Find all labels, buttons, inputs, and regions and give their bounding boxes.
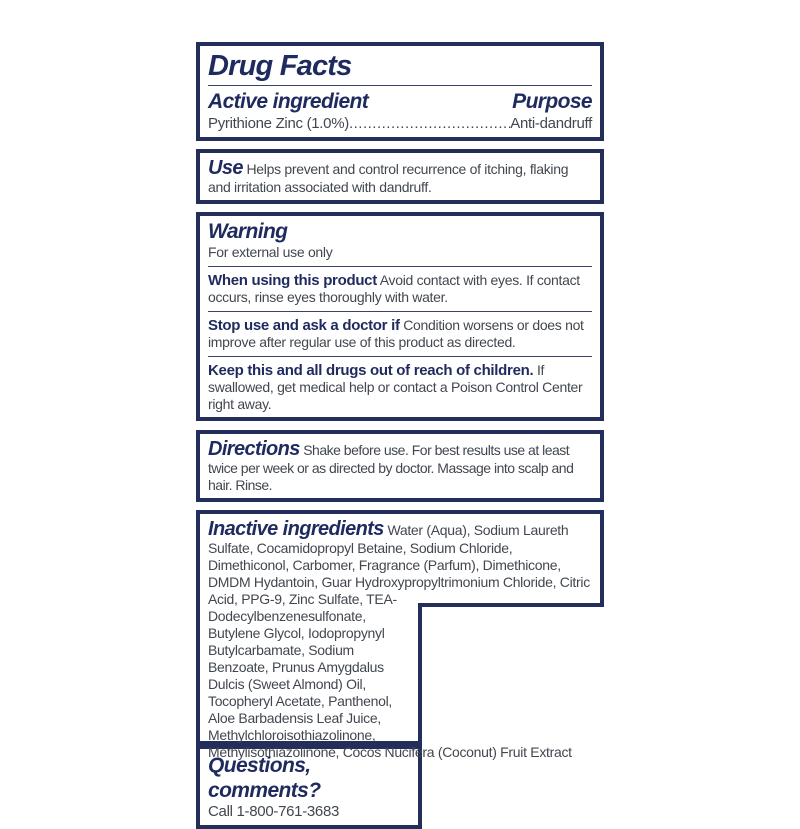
inactive-ingredients-text: Water (Aqua), Sodium Laureth Sulfate, Cocamidopropyl Betaine, Sodium Chloride, Dimethiconol, Carbomer, Fragrance (Parfum), Dimethicone, DMDM Hydantoin, Guar Hydroxypropyltrimonium Chloride, Citric Acid, PPG-9, Zinc Sulfate, TEA-Dodecylbenzenesulfonate, Butylene Glycol, Iodopropynyl Butylcarbamate, Sodium Benzoate, Prunus Amygdalus Dulcis (Sweet Almond) Oil, Tocopheryl Acetate, Panthenol, Aloe Barbadensis Leaf Juice, Methylchloroisothiazolinone, Methylisothiazolinone, Cocos Nucifera (Coconut) Fruit Extract bbox=[208, 522, 590, 760]
warning-divider bbox=[208, 311, 592, 312]
ingredient-purpose-row bbox=[208, 114, 592, 133]
warning-item bbox=[208, 317, 592, 351]
drug-facts-title: Drug Facts bbox=[208, 50, 352, 82]
keep-out-of-reach-text: If swallowed, get medical help or contact a Poison Control Center right away. bbox=[208, 362, 583, 412]
warning-subheading: For external use only bbox=[208, 244, 333, 260]
inactive-ingredients-content bbox=[200, 514, 600, 760]
stop-use-text: Condition worsens or does not improve after regular use of this product as directed. bbox=[208, 317, 584, 350]
inactive-ingredients-section bbox=[196, 510, 604, 760]
use-paragraph bbox=[208, 157, 592, 196]
questions-heading: Questions, comments? bbox=[208, 754, 321, 802]
purpose-value: Anti-dandruff bbox=[510, 115, 592, 132]
active-purpose-header-row bbox=[208, 90, 592, 114]
use-heading: Use bbox=[208, 157, 243, 179]
when-using-text: Avoid contact with eyes. If contact occurs, rinse eyes thoroughly with water. bbox=[208, 272, 580, 305]
inactive-ingredients-heading: Inactive ingredients bbox=[208, 518, 384, 540]
notch-spacer-right bbox=[412, 602, 592, 738]
drug-facts-label bbox=[196, 42, 604, 829]
directions-text: Shake before use. For best results use at least twice per week or as directed by doctor. Massage into scalp and hair. Rinse. bbox=[208, 442, 574, 493]
warning-item bbox=[208, 272, 592, 306]
warning-section bbox=[196, 212, 604, 421]
active-ingredient-heading: Active ingredient bbox=[208, 90, 369, 113]
use-text: Helps prevent and control recurrence of itching, flaking and irritation associated with dandruff. bbox=[208, 161, 569, 195]
title-divider bbox=[208, 85, 592, 86]
directions-heading: Directions bbox=[208, 438, 300, 460]
directions-section bbox=[196, 430, 604, 502]
warning-item bbox=[208, 362, 592, 413]
questions-phone: Call 1-800-761-3683 bbox=[208, 803, 340, 820]
keep-out-of-reach-heading: Keep this and all drugs out of reach of children. bbox=[208, 362, 534, 379]
active-ingredient-section bbox=[196, 42, 604, 141]
when-using-heading: When using this product bbox=[208, 272, 377, 289]
ingredient-name: Pyrithione Zinc (1.0%) bbox=[208, 115, 349, 132]
warning-heading: Warning bbox=[208, 220, 288, 243]
warning-divider bbox=[208, 356, 592, 357]
purpose-heading: Purpose bbox=[512, 90, 592, 113]
warning-divider bbox=[208, 266, 592, 267]
directions-paragraph bbox=[208, 438, 592, 494]
stop-use-heading: Stop use and ask a doctor if bbox=[208, 317, 400, 334]
dotted-leader bbox=[349, 114, 510, 133]
use-section bbox=[196, 149, 604, 204]
